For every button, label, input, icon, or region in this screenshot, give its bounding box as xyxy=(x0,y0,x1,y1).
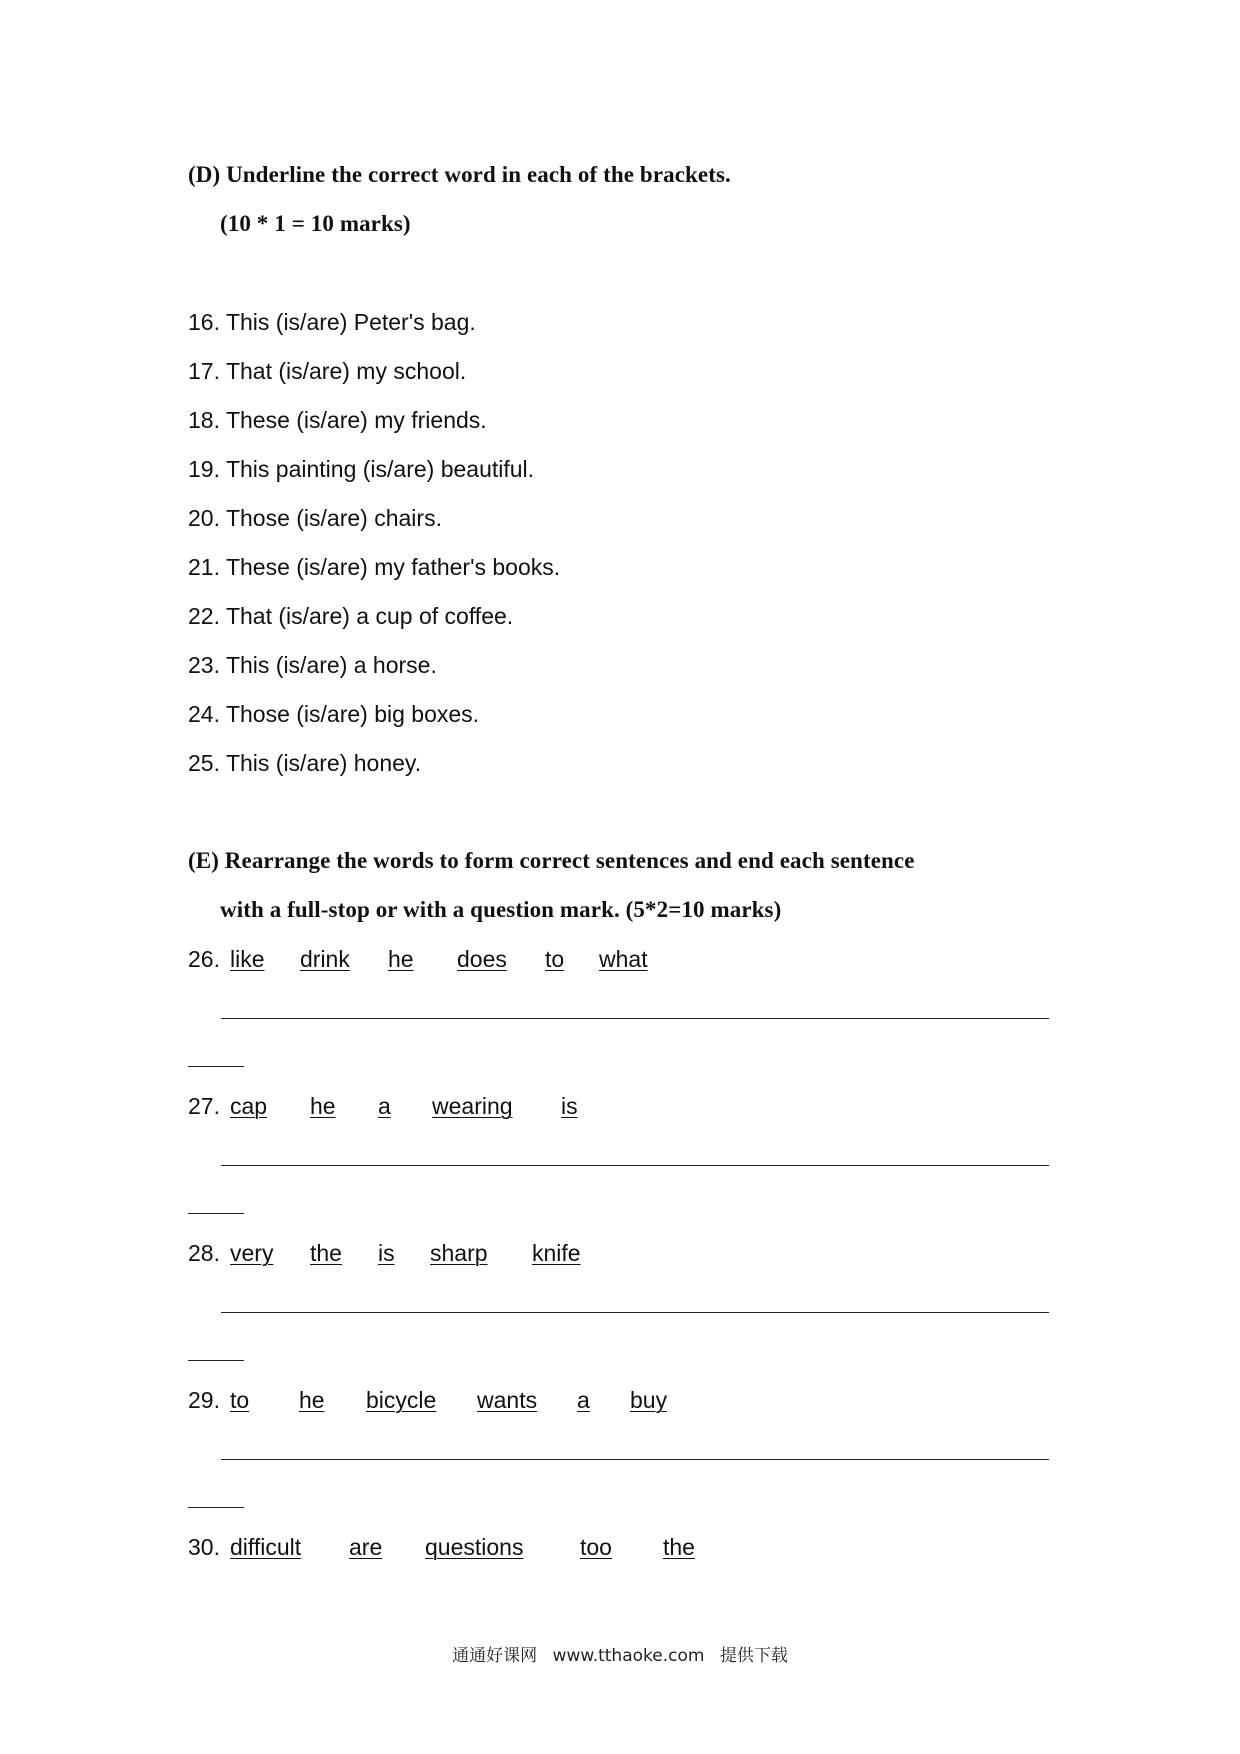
question-28 xyxy=(0,1240,1240,1270)
scrambled-word: are xyxy=(349,1534,383,1560)
question-number: 30. xyxy=(188,1534,220,1560)
question-16: 16. This (is/are) Peter's bag. xyxy=(188,309,476,335)
scrambled-word: the xyxy=(310,1240,342,1266)
answer-line-28[interactable] xyxy=(221,1312,1049,1313)
question-21: 21. These (is/are) my father's books. xyxy=(188,554,561,580)
footer-suffix: 提供下载 xyxy=(719,1646,788,1666)
page-footer xyxy=(0,1641,1240,1666)
scrambled-word: the xyxy=(663,1534,695,1560)
question-number: 29. xyxy=(188,1387,220,1413)
section-d-marks: (10 * 1 = 10 marks) xyxy=(220,211,411,236)
footer-site-name: 通通好课网 xyxy=(452,1646,538,1666)
scrambled-word: cap xyxy=(230,1093,268,1119)
question-23: 23. This (is/are) a horse. xyxy=(188,652,437,678)
question-27 xyxy=(0,1093,1240,1123)
scrambled-word: a xyxy=(577,1387,590,1413)
answer-line-28-end xyxy=(188,1360,244,1361)
scrambled-word: buy xyxy=(630,1387,668,1413)
answer-line-26[interactable] xyxy=(221,1018,1049,1019)
section-d-title: (D) Underline the correct word in each of the brackets. xyxy=(188,162,731,187)
question-24: 24. Those (is/are) big boxes. xyxy=(188,701,480,727)
section-e-title: (E) Rearrange the words to form correct sentences and end each sentence xyxy=(188,848,915,873)
answer-line-29[interactable] xyxy=(221,1459,1049,1460)
scrambled-word: is xyxy=(378,1240,395,1266)
scrambled-word: very xyxy=(230,1240,274,1266)
scrambled-word: sharp xyxy=(430,1240,488,1266)
scrambled-word: he xyxy=(388,946,414,972)
question-17: 17. That (is/are) my school. xyxy=(188,358,467,384)
scrambled-word: to xyxy=(545,946,565,972)
answer-line-27[interactable] xyxy=(221,1165,1049,1166)
question-number: 27. xyxy=(188,1093,220,1119)
question-18: 18. These (is/are) my friends. xyxy=(188,407,487,433)
scrambled-word: does xyxy=(457,946,507,972)
answer-line-29-end xyxy=(188,1507,244,1508)
answer-line-27-end xyxy=(188,1213,244,1214)
answer-line-26-end xyxy=(188,1066,244,1067)
scrambled-word: knife xyxy=(532,1240,581,1266)
scrambled-word: too xyxy=(580,1534,612,1560)
question-number: 28. xyxy=(188,1240,220,1266)
question-26 xyxy=(0,946,1240,976)
question-29 xyxy=(0,1387,1240,1417)
footer-url[interactable]: www.tthaoke.com xyxy=(552,1646,705,1666)
question-25: 25. This (is/are) honey. xyxy=(188,750,422,776)
scrambled-word: a xyxy=(378,1093,391,1119)
scrambled-word: he xyxy=(299,1387,325,1413)
scrambled-word: is xyxy=(561,1093,578,1119)
question-22: 22. That (is/are) a cup of coffee. xyxy=(188,603,514,629)
scrambled-word: bicycle xyxy=(366,1387,437,1413)
scrambled-word: drink xyxy=(300,946,350,972)
scrambled-word: wearing xyxy=(432,1093,513,1119)
section-e-title-line2: with a full-stop or with a question mark. (5*2=10 marks) xyxy=(220,897,782,922)
scrambled-word: wants xyxy=(477,1387,538,1413)
question-19: 19. This painting (is/are) beautiful. xyxy=(188,456,535,482)
scrambled-word: difficult xyxy=(230,1534,302,1560)
question-number: 26. xyxy=(188,946,220,972)
question-30 xyxy=(0,1534,1240,1564)
scrambled-word: like xyxy=(230,946,265,972)
scrambled-word: to xyxy=(230,1387,250,1413)
scrambled-word: he xyxy=(310,1093,336,1119)
scrambled-word: questions xyxy=(425,1534,524,1560)
question-20: 20. Those (is/are) chairs. xyxy=(188,505,442,531)
scrambled-word: what xyxy=(599,946,648,972)
